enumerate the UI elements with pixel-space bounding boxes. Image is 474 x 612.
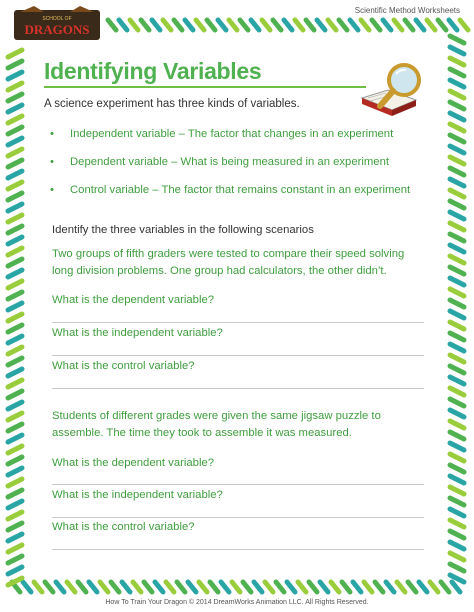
border-stroke bbox=[427, 20, 435, 30]
border-stroke bbox=[8, 479, 22, 486]
border-stroke bbox=[8, 446, 22, 453]
border-stroke bbox=[450, 47, 464, 54]
border-stroke bbox=[166, 582, 174, 592]
border-stroke bbox=[450, 377, 464, 384]
answer-line-input[interactable] bbox=[52, 484, 424, 485]
border-stroke bbox=[452, 582, 460, 592]
scenario-line: long division problems. One group had calculators, the other didn’t. bbox=[52, 265, 387, 277]
border-stroke bbox=[221, 582, 229, 592]
border-stroke bbox=[45, 582, 53, 592]
border-stroke bbox=[8, 534, 22, 541]
answer-line-input[interactable] bbox=[52, 517, 424, 518]
border-stroke bbox=[8, 281, 22, 288]
border-stroke bbox=[8, 215, 22, 222]
border-stroke bbox=[100, 582, 108, 592]
border-stroke bbox=[8, 336, 22, 343]
border-stroke bbox=[177, 582, 185, 592]
book-magnifier-icon bbox=[358, 60, 430, 122]
logo-small-text: SCHOOL OF bbox=[42, 16, 72, 22]
border-stroke bbox=[8, 248, 22, 255]
border-stroke bbox=[405, 20, 413, 30]
question-independent: What is the independent variable? bbox=[52, 489, 223, 501]
border-stroke bbox=[232, 582, 240, 592]
border-stroke bbox=[350, 20, 358, 30]
border-stroke bbox=[450, 135, 464, 142]
scenario-2-text bbox=[52, 408, 432, 442]
border-stroke bbox=[8, 424, 22, 431]
border-stroke bbox=[8, 369, 22, 376]
scenario-line: assemble. The time they took to assemble it was measured. bbox=[52, 427, 352, 439]
border-stroke bbox=[8, 545, 22, 552]
border-stroke bbox=[8, 435, 22, 442]
border-stroke bbox=[8, 457, 22, 464]
border-stroke bbox=[210, 582, 218, 592]
border-stroke bbox=[450, 36, 464, 43]
border-stroke bbox=[8, 567, 22, 574]
border-stroke bbox=[450, 245, 464, 252]
border-stroke bbox=[450, 443, 464, 450]
border-stroke bbox=[8, 61, 22, 68]
border-stroke bbox=[8, 523, 22, 530]
border-stroke bbox=[273, 20, 281, 30]
border-stroke bbox=[8, 490, 22, 497]
border-stroke bbox=[450, 454, 464, 461]
scenario-line: Students of different grades were given the same jigsaw puzzle to bbox=[52, 410, 381, 422]
border-stroke bbox=[8, 116, 22, 123]
border-stroke bbox=[240, 20, 248, 30]
border-stroke bbox=[185, 20, 193, 30]
question-control: What is the control variable? bbox=[52, 360, 195, 372]
border-stroke bbox=[174, 20, 182, 30]
border-stroke bbox=[8, 94, 22, 101]
border-stroke bbox=[8, 413, 22, 420]
border-stroke bbox=[309, 582, 317, 592]
border-stroke bbox=[144, 582, 152, 592]
definition-dependent: Dependent variable – What is being measured in an experiment bbox=[70, 156, 390, 168]
border-stroke bbox=[8, 270, 22, 277]
border-stroke bbox=[78, 582, 86, 592]
border-stroke bbox=[450, 124, 464, 131]
border-stroke bbox=[450, 113, 464, 120]
question-dependent: What is the dependent variable? bbox=[52, 294, 215, 306]
border-stroke bbox=[450, 91, 464, 98]
border-stroke bbox=[8, 50, 22, 57]
border-stroke bbox=[8, 226, 22, 233]
answer-line-input[interactable] bbox=[52, 355, 424, 356]
border-stroke bbox=[8, 292, 22, 299]
border-stroke bbox=[450, 465, 464, 472]
border-stroke bbox=[450, 399, 464, 406]
border-stroke bbox=[450, 102, 464, 109]
border-stroke bbox=[8, 325, 22, 332]
dragon-logo-icon bbox=[14, 4, 100, 46]
border-stroke bbox=[89, 582, 97, 592]
border-stroke bbox=[339, 20, 347, 30]
border-stroke bbox=[450, 58, 464, 65]
border-stroke bbox=[460, 20, 468, 30]
border-stroke bbox=[265, 582, 273, 592]
border-stroke bbox=[155, 582, 163, 592]
border-stroke bbox=[394, 20, 402, 30]
border-stroke bbox=[450, 520, 464, 527]
border-stroke bbox=[328, 20, 336, 30]
intro-text: A science experiment has three kinds of variables. bbox=[44, 98, 300, 110]
border-stroke bbox=[450, 564, 464, 571]
border-stroke bbox=[450, 289, 464, 296]
border-stroke bbox=[450, 234, 464, 241]
border-stroke bbox=[141, 20, 149, 30]
border-stroke bbox=[320, 582, 328, 592]
border-stroke bbox=[331, 582, 339, 592]
border-stroke bbox=[8, 182, 22, 189]
border-stroke bbox=[397, 582, 405, 592]
answer-line-input[interactable] bbox=[52, 549, 424, 550]
border-stroke bbox=[8, 83, 22, 90]
border-stroke bbox=[130, 20, 138, 30]
border-stroke bbox=[450, 542, 464, 549]
border-stroke bbox=[419, 582, 427, 592]
border-stroke bbox=[229, 20, 237, 30]
border-stroke bbox=[450, 410, 464, 417]
border-stroke bbox=[450, 69, 464, 76]
border-stroke bbox=[67, 582, 75, 592]
border-stroke bbox=[122, 582, 130, 592]
border-stroke bbox=[416, 20, 424, 30]
border-stroke bbox=[163, 20, 171, 30]
border-stroke bbox=[8, 501, 22, 508]
bullet-dot: • bbox=[50, 184, 54, 196]
border-stroke bbox=[450, 146, 464, 153]
border-stroke bbox=[430, 582, 438, 592]
border-stroke bbox=[386, 582, 394, 592]
border-stroke bbox=[450, 311, 464, 318]
border-stroke bbox=[383, 20, 391, 30]
scenario-1-text bbox=[52, 246, 432, 280]
border-stroke bbox=[450, 300, 464, 307]
border-stroke bbox=[450, 487, 464, 494]
border-stroke bbox=[8, 259, 22, 266]
border-stroke bbox=[287, 582, 295, 592]
border-stroke bbox=[199, 582, 207, 592]
border-stroke bbox=[450, 509, 464, 516]
border-stroke bbox=[450, 333, 464, 340]
border-stroke bbox=[23, 582, 31, 592]
variable-definitions-list bbox=[44, 128, 440, 212]
border-stroke bbox=[262, 20, 270, 30]
border-stroke bbox=[8, 138, 22, 145]
border-stroke bbox=[450, 80, 464, 87]
border-stroke bbox=[133, 582, 141, 592]
border-stroke bbox=[317, 20, 325, 30]
border-stroke bbox=[450, 322, 464, 329]
definition-independent: Independent variable – The factor that changes in an experiment bbox=[70, 128, 394, 140]
border-stroke bbox=[450, 256, 464, 263]
border-stroke bbox=[449, 20, 457, 30]
border-stroke bbox=[298, 582, 306, 592]
border-stroke bbox=[450, 388, 464, 395]
border-stroke bbox=[450, 366, 464, 373]
border-stroke bbox=[207, 20, 215, 30]
question-control: What is the control variable? bbox=[52, 521, 195, 533]
bullet-dot: • bbox=[50, 156, 54, 168]
border-stroke bbox=[254, 582, 262, 592]
list-item bbox=[44, 156, 440, 184]
border-stroke bbox=[353, 582, 361, 592]
border-stroke bbox=[450, 355, 464, 362]
border-stroke bbox=[450, 267, 464, 274]
border-stroke bbox=[8, 160, 22, 167]
list-item bbox=[44, 128, 440, 156]
border-stroke bbox=[450, 498, 464, 505]
border-stroke bbox=[8, 105, 22, 112]
question-dependent: What is the dependent variable? bbox=[52, 457, 215, 469]
border-stroke bbox=[306, 20, 314, 30]
border-stroke bbox=[8, 512, 22, 519]
border-stroke bbox=[450, 476, 464, 483]
border-stroke bbox=[8, 578, 22, 585]
border-stroke bbox=[284, 20, 292, 30]
border-stroke bbox=[8, 402, 22, 409]
border-stroke bbox=[295, 20, 303, 30]
title-underline bbox=[44, 86, 366, 88]
border-stroke bbox=[450, 553, 464, 560]
border-stroke bbox=[8, 556, 22, 563]
border-stroke bbox=[361, 20, 369, 30]
border-stroke bbox=[450, 190, 464, 197]
border-stroke bbox=[243, 582, 251, 592]
border-stroke bbox=[8, 347, 22, 354]
border-stroke bbox=[450, 278, 464, 285]
border-stroke bbox=[8, 314, 22, 321]
border-stroke bbox=[450, 223, 464, 230]
border-stroke bbox=[364, 582, 372, 592]
border-stroke bbox=[8, 171, 22, 178]
border-stroke bbox=[218, 20, 226, 30]
border-stroke bbox=[8, 468, 22, 475]
border-stroke bbox=[450, 421, 464, 428]
page-title: Identifying Variables bbox=[44, 58, 262, 84]
border-stroke bbox=[119, 20, 127, 30]
border-stroke bbox=[8, 237, 22, 244]
border-stroke bbox=[450, 344, 464, 351]
border-stroke bbox=[8, 149, 22, 156]
border-stroke bbox=[188, 582, 196, 592]
border-stroke bbox=[408, 582, 416, 592]
logo-text: DRAGONS bbox=[24, 22, 90, 37]
copyright-footer: How To Train Your Dragon © 2014 DreamWorks Animation LLC. All Rights Reserved. bbox=[105, 599, 369, 606]
border-stroke bbox=[372, 20, 380, 30]
border-stroke bbox=[342, 582, 350, 592]
worksheet-category-label: Scientific Method Worksheets bbox=[354, 6, 460, 15]
border-stroke bbox=[108, 20, 116, 30]
border-stroke bbox=[8, 303, 22, 310]
instruction-text: Identify the three variables in the following scenarios bbox=[52, 224, 314, 236]
border-stroke bbox=[8, 204, 22, 211]
answer-line-input[interactable] bbox=[52, 322, 424, 323]
border-stroke bbox=[450, 157, 464, 164]
border-stroke bbox=[375, 582, 383, 592]
border-stroke bbox=[8, 72, 22, 79]
border-stroke bbox=[8, 380, 22, 387]
border-stroke bbox=[450, 179, 464, 186]
border-stroke bbox=[450, 212, 464, 219]
border-stroke bbox=[34, 582, 42, 592]
border-stroke bbox=[251, 20, 259, 30]
border-stroke bbox=[56, 582, 64, 592]
border-stroke bbox=[438, 20, 446, 30]
border-stroke bbox=[152, 20, 160, 30]
border-stroke bbox=[8, 193, 22, 200]
border-stroke bbox=[450, 432, 464, 439]
answer-line-input[interactable] bbox=[52, 388, 424, 389]
question-independent: What is the independent variable? bbox=[52, 327, 223, 339]
border-stroke bbox=[8, 358, 22, 365]
border-stroke bbox=[8, 391, 22, 398]
border-stroke bbox=[450, 531, 464, 538]
list-item bbox=[44, 184, 440, 212]
border-stroke bbox=[450, 201, 464, 208]
border-stroke bbox=[196, 20, 204, 30]
border-stroke bbox=[111, 582, 119, 592]
border-stroke bbox=[450, 168, 464, 175]
border-stroke bbox=[441, 582, 449, 592]
bullet-dot: • bbox=[50, 128, 54, 140]
scenario-line: Two groups of fifth graders were tested to compare their speed solving bbox=[52, 248, 405, 260]
border-stroke bbox=[276, 582, 284, 592]
definition-control: Control variable – The factor that remains constant in an experiment bbox=[70, 184, 411, 196]
border-stroke bbox=[8, 127, 22, 134]
